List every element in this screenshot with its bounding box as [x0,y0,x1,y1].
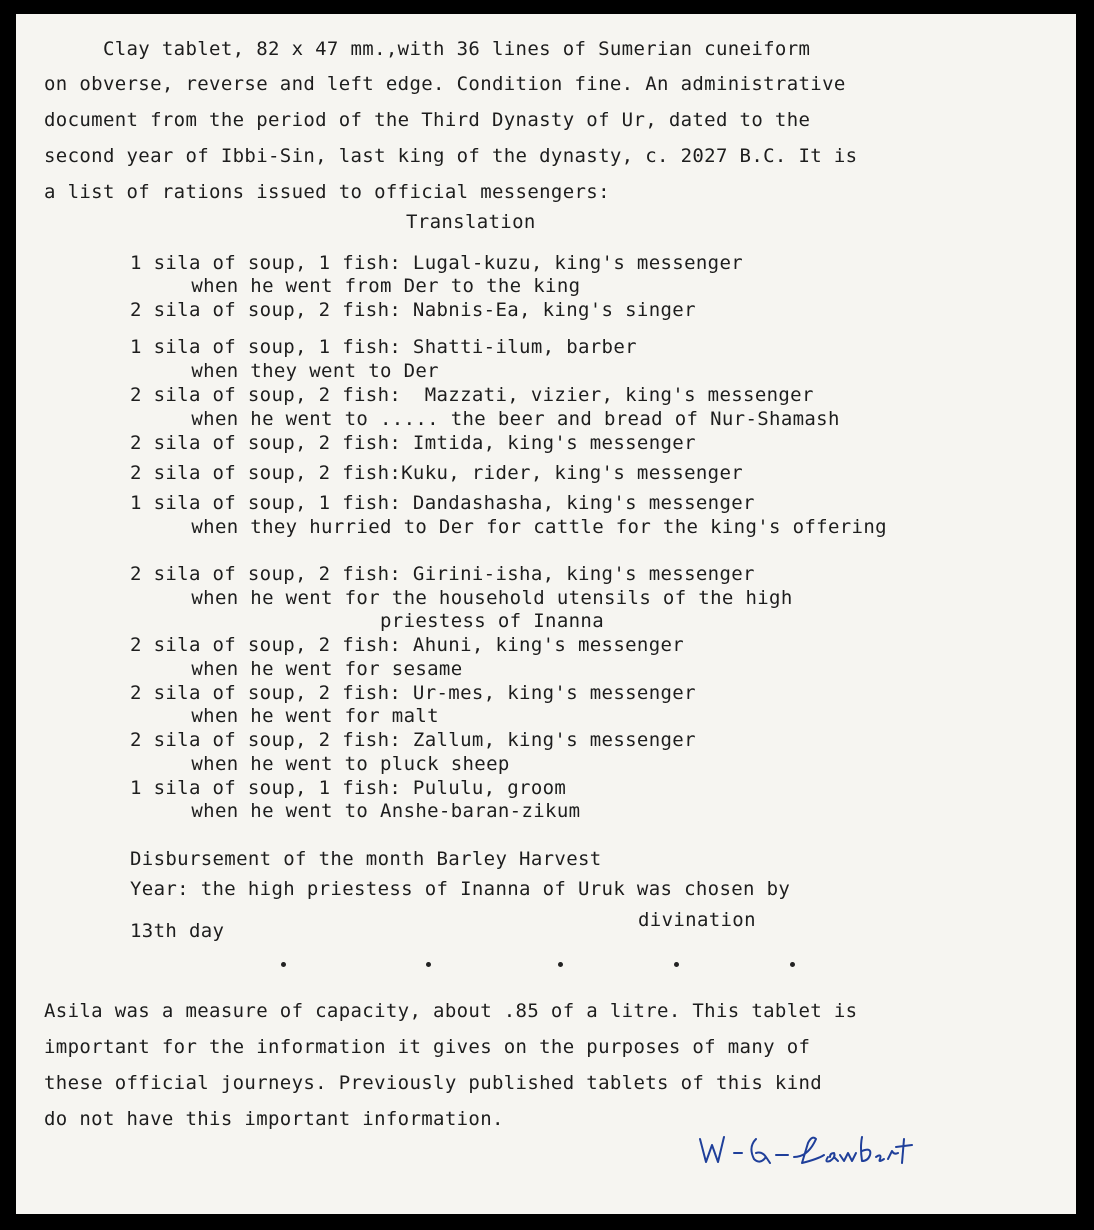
ration-entry: 2 sila of soup, 2 fish: Imtida, king's messenger [130,432,696,454]
note-line: important for the information it gives on the purposes of many of [44,1036,811,1058]
ration-entry-detail: when he went to pluck sheep [156,753,510,775]
ration-entry-detail: when they went to Der [156,360,439,382]
disbursement-line: Disbursement of the month Barley Harvest [130,848,602,870]
ration-entry: 2 sila of soup, 2 fish: Nabnis-Ea, king's singer [130,299,696,321]
ration-entry-detail: when he went to Anshe-baran-zikum [156,800,581,822]
ration-entry-detail: when he went from Der to the king [156,275,581,297]
intro-line: a list of rations issued to official messengers: [44,181,610,203]
ration-entry: 2 sila of soup, 2 fish: Ur-mes, king's messenger [130,682,696,704]
ration-entry: 1 sila of soup, 1 fish: Dandashasha, king's messenger [130,492,755,514]
note-line: these official journeys. Previously published tablets of this kind [44,1072,823,1094]
intro-line: document from the period of the Third Dynasty of Ur, dated to the [44,109,811,131]
year-line: Year: the high priestess of Inanna of Uruk was chosen by [130,878,791,900]
intro-line: second year of Ibbi-Sin, last king of the dynasty, c. 2027 B.C. It is [44,145,858,167]
intro-line: on obverse, reverse and left edge. Condition fine. An administrative [44,73,846,95]
ration-entry: 2 sila of soup, 2 fish:Kuku, rider, king's messenger [130,462,744,484]
ration-entry: 1 sila of soup, 1 fish: Shatti-ilum, barber [130,336,637,358]
ration-entry: 2 sila of soup, 2 fish: Girini-isha, king's messenger [130,563,755,585]
ration-entry: 2 sila of soup, 2 fish: Ahuni, king's messenger [130,634,685,656]
ration-entry-detail: when he went for the household utensils of the high [156,587,793,609]
ration-entry-detail: when they hurried to Der for cattle for the king's offering [156,516,887,538]
translation-heading: Translation [406,211,536,233]
note-line: do not have this important information. [44,1108,504,1130]
ration-entry: 1 sila of soup, 1 fish: Pululu, groom [130,777,567,799]
signature [690,1117,930,1177]
day-line: 13th day [130,920,225,942]
ration-entry: 2 sila of soup, 2 fish: Zallum, king's messenger [130,729,696,751]
year-line-continuation: divination [638,909,756,931]
ration-entry-detail: when he went for sesame [156,658,463,680]
document-sheet [16,14,1076,1214]
note-line: Asila was a measure of capacity, about .85 of a litre. This tablet is [44,1000,858,1022]
ration-entry-detail: when he went for malt [156,705,439,727]
ration-entry-detail: priestess of Inanna [156,610,604,632]
ration-entry: 1 sila of soup, 1 fish: Lugal-kuzu, king's messenger [130,252,744,274]
intro-line: Clay tablet, 82 x 47 mm.,with 36 lines of Sumerian cuneiform [44,38,811,60]
ration-entry-detail: when he went to ..... the beer and bread of Nur-Shamash [156,408,840,430]
ration-entry: 2 sila of soup, 2 fish: Mazzati, vizier, king's messenger [130,384,814,406]
